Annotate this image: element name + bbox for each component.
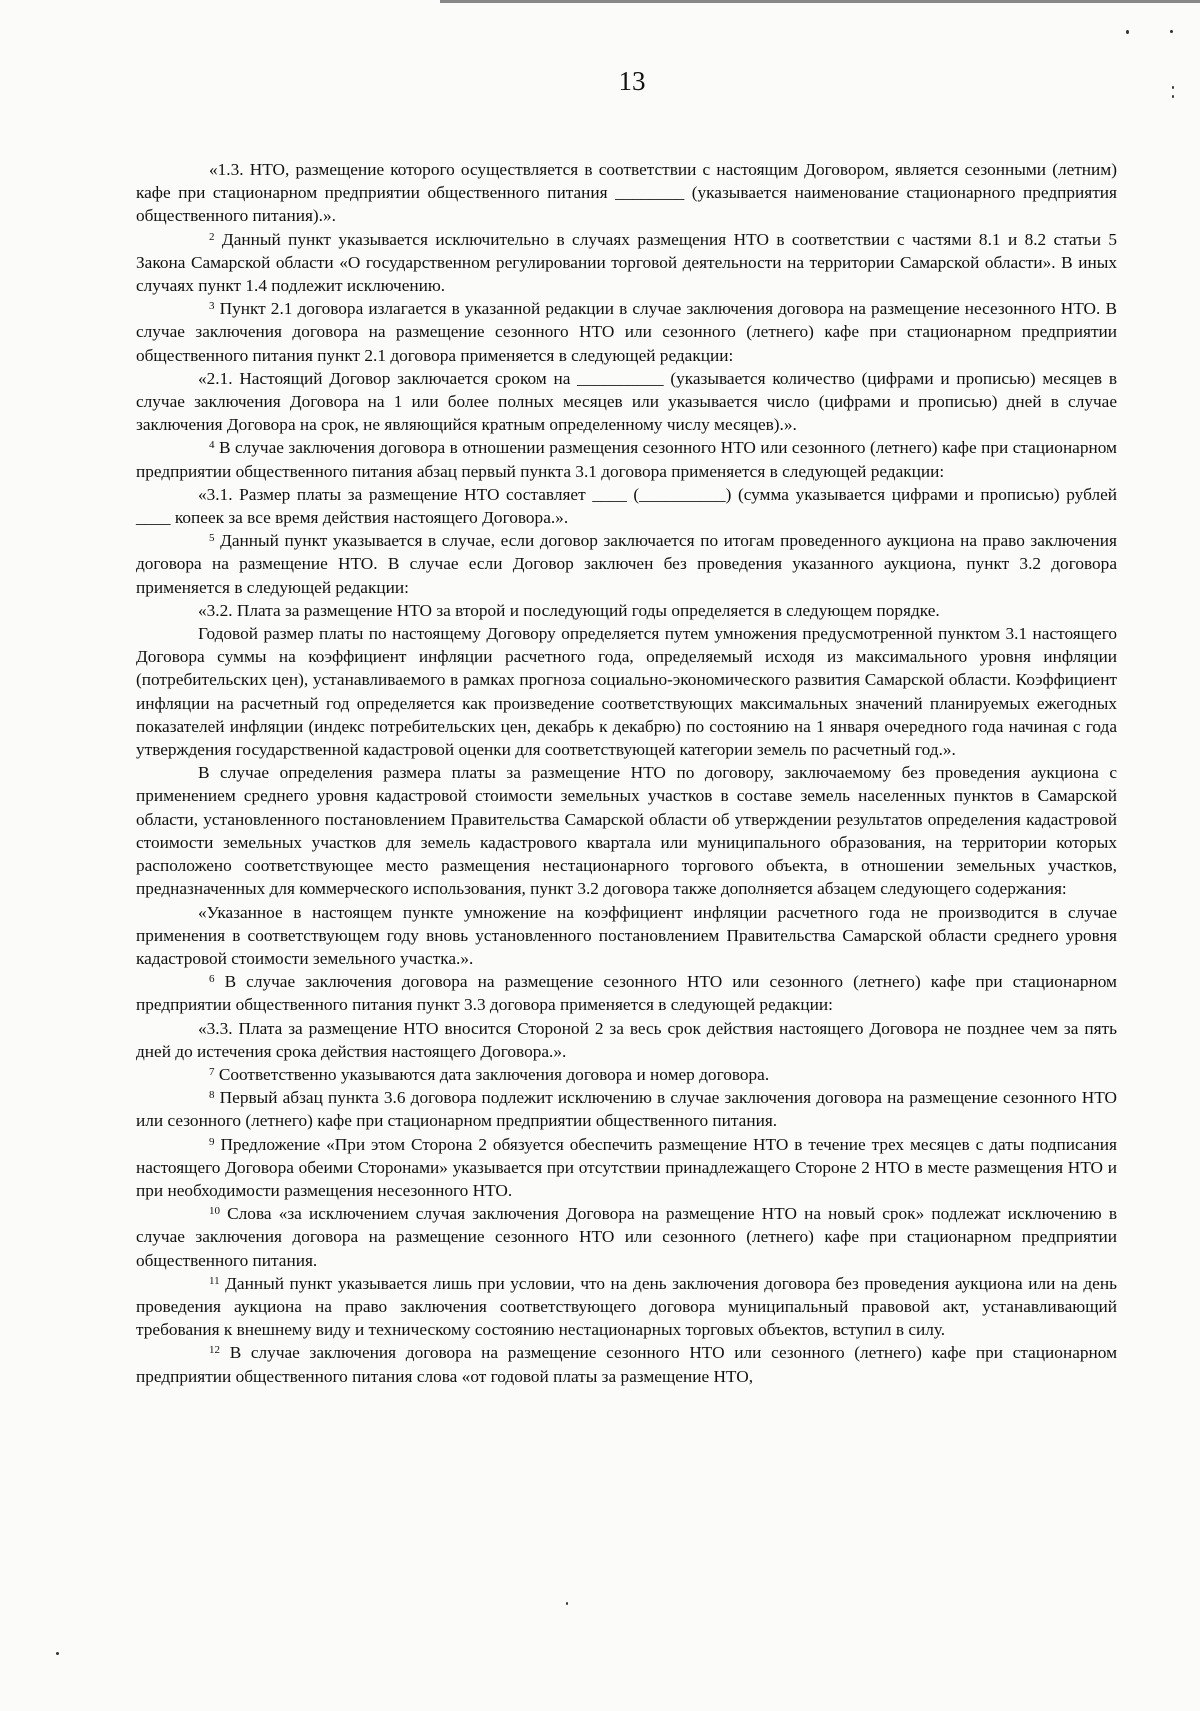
footnote — [136, 297, 1117, 367]
footnote-text: Данный пункт указывается в случае, если договор заключается по итогам проведенного аукциона на право заключения договора на размещение НТО. В случае если Договор заключен без проведения указанного аукциона, пункт 3.2 договора применяется в следующей редакции: — [136, 531, 1117, 597]
paragraph-text: «3.1. Размер платы за размещение НТО составляет ____ (__________) (сумма указывается цифрами и прописью) рублей ____ копеек за все время действия настоящего Договора.». — [136, 484, 1117, 528]
footnote-number: 7 — [209, 1065, 215, 1078]
paragraph — [136, 599, 1117, 622]
paragraph — [136, 483, 1117, 529]
paragraph — [136, 761, 1117, 900]
paragraph-text: «2.1. Настоящий Договор заключается сроком на __________ (указывается количество (цифрами и прописью) месяцев в случае заключения Договора на 1 или более полных месяцев или указывается число (цифрами и прописью) дней в случае заключения Договора на срок, не являющийся кратным определенному числу месяцев).». — [136, 368, 1117, 435]
top-edge-line — [440, 0, 1200, 3]
paragraph-text: В случае определения размера платы за размещение НТО по договору, заключаемому без проведения аукциона с применением среднего уровня кадастровой стоимости земельных участков в составе земель населенных пунктов в Самарской области, установленного постановлением Правительства Самарской области об утверждении результатов определения кадастровой стоимости земельных участков для земель кадастрового квартала или муниципального образования, на территории которых расположено соответствующее место размещения нестационарного торгового объекта, в отношении земельных участков, предназначенных для коммерческого использования, пункт 3.2 договора также дополняется абзацем следующего содержания: — [136, 763, 1117, 899]
paragraph — [136, 367, 1117, 437]
scan-speck — [56, 1652, 59, 1655]
footnote-text: Соответственно указываются дата заключения договора и номер договора. — [218, 1064, 770, 1084]
page-number: 13 — [618, 66, 646, 96]
footnote — [136, 1133, 1117, 1203]
scan-speck — [1172, 86, 1174, 89]
footnote-number: 11 — [209, 1274, 220, 1287]
footnote-text: Предложение «При этом Сторона 2 обязуется обеспечить размещение НТО в течение трех месяцев с даты подписания настоящего Договора обеими Сторонами» указывается при отсутствии принадлежащего Стороне 2 НТО в месте размещения НТО и при необходимости размещения несезонного НТО. — [136, 1134, 1118, 1200]
footnote — [136, 1341, 1117, 1387]
footnote — [136, 436, 1117, 482]
footnote-text: В случае заключения договора на размещение сезонного НТО или сезонного (летнего) кафе при стационарном предприятии общественного питания слова «от годовой платы за размещение НТО, — [136, 1343, 1117, 1386]
footnote-text: Данный пункт указывается лишь при условии, что на день заключения договора без проведения аукциона или на день проведения аукциона на право заключения соответствующего договора муниципальный правовой акт, устанавливающий требования к внешнему виду и техническому состоянию нестационарных торговых объектов, вступил в силу. — [136, 1273, 1117, 1340]
paragraph — [136, 158, 1117, 228]
footnote-number: 8 — [209, 1089, 215, 1102]
footnote — [136, 1086, 1117, 1132]
paragraph-text: «3.3. Плата за размещение НТО вносится Стороной 2 за весь срок действия настоящего Договора не позднее чем за пять дней до истечения срока действия настоящего Договора.». — [136, 1018, 1117, 1061]
scan-speck — [1126, 30, 1129, 34]
footnote-number: 6 — [209, 973, 215, 986]
footnote-text: Слова «за исключением случая заключения Договора на размещение НТО на новый срок» подлежат исключению в случае заключения договора на размещение сезонного НТО или сезонного (летнего) кафе при стационарном предприятии общественного питания. — [136, 1204, 1117, 1270]
footnote — [136, 1202, 1117, 1272]
scan-speck — [1170, 30, 1173, 33]
footnote — [136, 228, 1117, 298]
paragraph-text: Годовой размер платы по настоящему Договору определяется путем умножения предусмотренной пунктом 3.1 настоящего Договора суммы на коэффициент инфляции расчетного года, определяемый исходя из максимального уровня инфляции (потребительских цен), устанавливаемого в рамках прогноза социально-экономического развития Самарской области. Коэффициент инфляции на расчетный год определяется как произведение соответствующих максимальных значений планируемых ежегодных показателей инфляции (индекс потребительских цен, декабрь к декабрю) по состоянию на 1 января очередного года начиная с года утверждения государственной кадастровой оценки для соответствующей категории земель по расчетный год.». — [136, 624, 1117, 760]
footnote-text: В случае заключения договора на размещение сезонного НТО или сезонного (летнего) кафе при стационарном предприятии общественного питания пункт 3.3 договора применяется в следующей редакции: — [136, 972, 1117, 1015]
footnote — [136, 1063, 1117, 1086]
paragraph-text: «1.3. НТО, размещение которого осуществляется в соответствии с настоящим Договором, является сезонными (летним) кафе при стационарном предприятии общественного питания ________ (указывается наименование стационарного предприятия общественного питания).». — [136, 160, 1117, 226]
paragraph — [136, 622, 1117, 761]
footnote-text: В случае заключения договора в отношении размещения сезонного НТО или сезонного (летнего) кафе при стационарном предприятии общественного питания абзац первый пункта 3.1 договора применяется в следующей редакции: — [136, 438, 1117, 481]
footnote — [136, 1272, 1117, 1342]
footnote — [136, 970, 1117, 1016]
document-body — [136, 158, 1117, 1388]
footnote-text: Пункт 2.1 договора излагается в указанной редакции в случае заключения договора на размещение несезонного НТО. В случае заключения договора на размещение сезонного НТО или сезонного (летнего) кафе при стационарном предприятии общественного питания пункт 2.1 договора применяется в следующей редакции: — [136, 299, 1117, 365]
paragraph-text: «3.2. Плата за размещение НТО за второй и последующий годы определяется в следующем порядке. — [198, 600, 940, 620]
scan-speck — [566, 1602, 568, 1605]
footnote-number: 9 — [209, 1135, 215, 1148]
footnote — [136, 529, 1117, 599]
footnote-number: 4 — [209, 439, 215, 452]
footnote-number: 3 — [209, 300, 215, 313]
paragraph — [136, 1017, 1117, 1063]
paragraph-text: «Указанное в настоящем пункте умножение на коэффициент инфляции расчетного года не производится в случае применения в соответствующем году вновь установленного постановлением Правительства Самарской области среднего уровня кадастровой стоимости земельного участка.». — [136, 902, 1117, 968]
footnote-text: Первый абзац пункта 3.6 договора подлежит исключению в случае заключения договора на размещение сезонного НТО или сезонного (летнего) кафе при стационарном предприятии общественного питания. — [136, 1088, 1118, 1131]
paragraph — [136, 901, 1117, 971]
footnote-number: 10 — [209, 1205, 220, 1218]
scan-speck — [1172, 95, 1174, 98]
footnote-number: 5 — [209, 532, 215, 545]
footnote-text: Данный пункт указывается исключительно в случаях размещения НТО в соответствии с частями 8.1 и 8.2 статьи 5 Закона Самарской области «О государственном регулировании торговой деятельности на территории Самарской области». В иных случаях пункт 1.4 подлежит исключению. — [136, 229, 1117, 296]
footnote-number: 12 — [209, 1344, 220, 1357]
footnote-number: 2 — [209, 230, 215, 243]
